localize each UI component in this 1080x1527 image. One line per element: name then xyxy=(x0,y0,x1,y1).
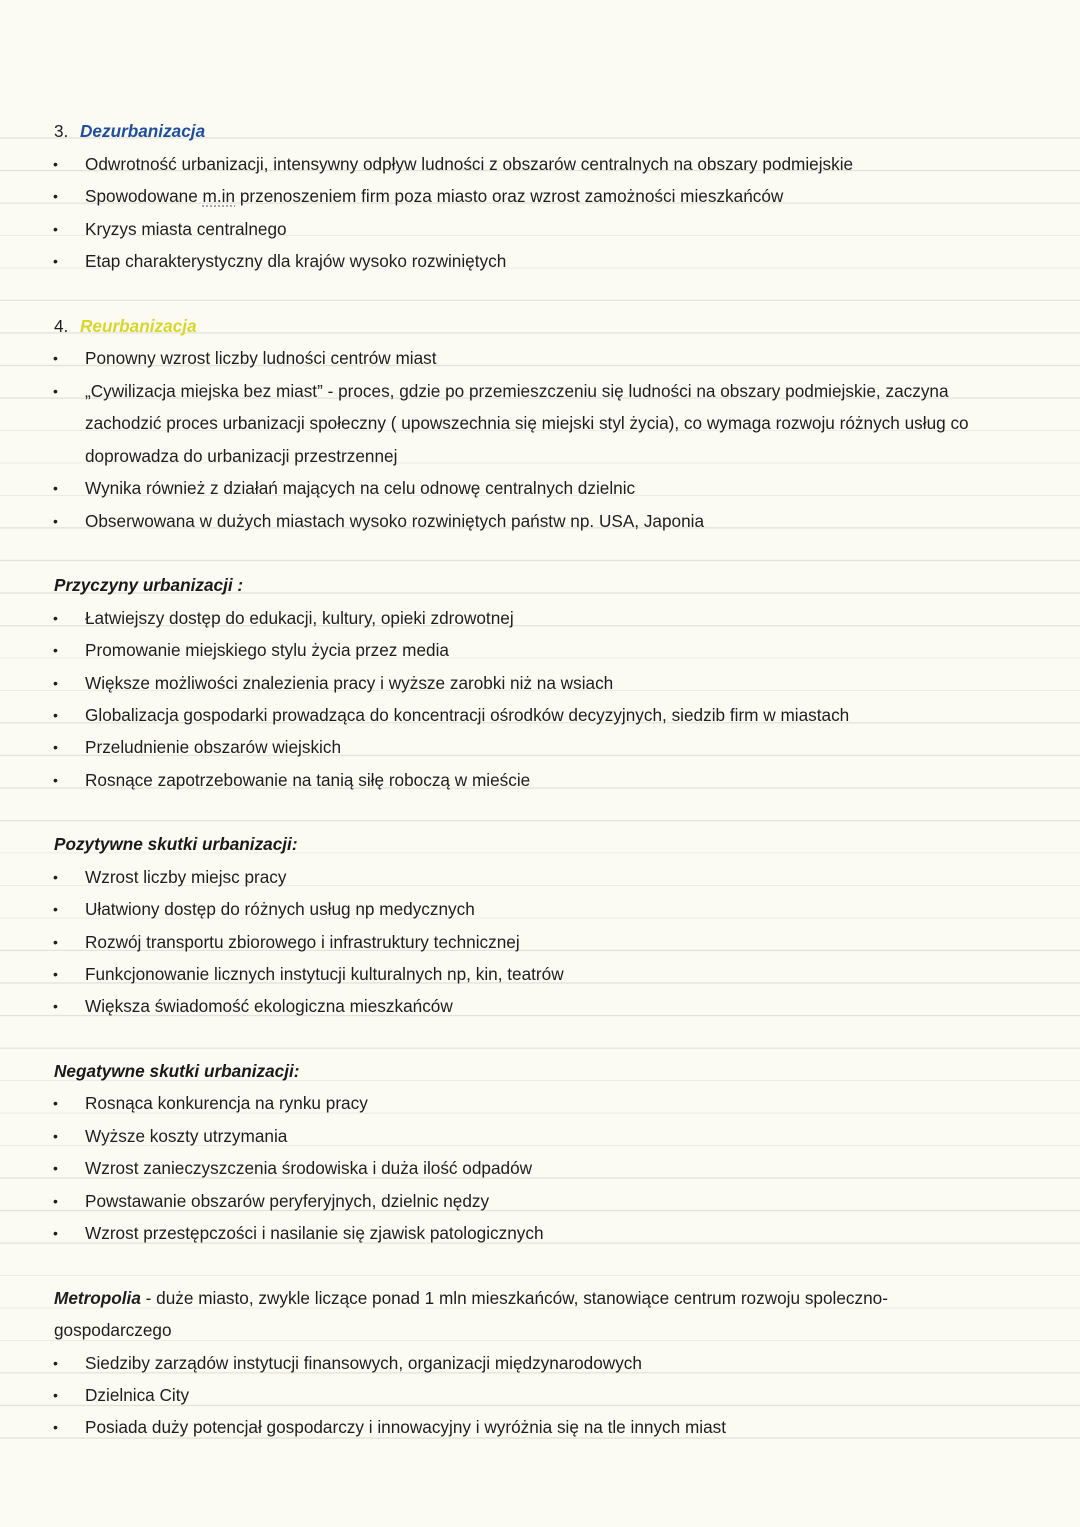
bullet: • xyxy=(53,998,58,1014)
list-item-text: Kryzys miasta centralnego xyxy=(85,219,287,239)
bullet: • xyxy=(53,1128,58,1144)
list-item-text: „Cywilizacja miejska bez miast” - proces, gdzie po przemieszczeniu się ludności na obszary podmiejskie, zaczyna xyxy=(85,381,949,401)
section-title: Przyczyny urbanizacji : xyxy=(54,575,244,595)
heading-title: Dezurbanizacja xyxy=(80,121,206,141)
bullet: • xyxy=(53,901,58,917)
bullet: • xyxy=(53,966,58,982)
bullet: • xyxy=(53,480,58,496)
bullet: • xyxy=(53,1095,58,1111)
bullet: • xyxy=(53,739,58,755)
definition-text: gospodarczego xyxy=(54,1320,172,1340)
bullet: • xyxy=(53,221,58,237)
bullet: • xyxy=(53,253,58,269)
list-item-text: Wynika również z działań mających na celu odnowę centralnych dzielnic xyxy=(85,478,636,498)
list-item-text: Ułatwiony dostęp do różnych usług np medycznych xyxy=(85,899,475,919)
section-title: Pozytywne skutki urbanizacji: xyxy=(54,834,298,854)
item-prefix: Spowodowane xyxy=(85,186,198,206)
list-item-text: Funkcjonowanie licznych instytucji kulturalnych np, kin, teatrów xyxy=(85,964,564,984)
heading-title: Reurbanizacja xyxy=(80,316,197,336)
list-item-text: Etap charakterystyczny dla krajów wysoko rozwiniętych xyxy=(85,251,507,271)
list-item-text: doprowadza do urbanizacji przestrzennej xyxy=(85,446,398,466)
heading-number: 4. xyxy=(54,316,69,336)
bullet: • xyxy=(53,1225,58,1241)
bullet: • xyxy=(53,1387,58,1403)
bullet: • xyxy=(53,188,58,204)
list-item-text: Promowanie miejskiego stylu życia przez media xyxy=(85,640,449,660)
list-item-text: Wzrost liczby miejsc pracy xyxy=(85,867,287,887)
abbreviation: m.in xyxy=(202,186,236,206)
bullet: • xyxy=(53,1419,58,1435)
list-item-text: Przeludnienie obszarów wiejskich xyxy=(85,737,342,757)
definition-term: Metropolia xyxy=(54,1288,141,1308)
list-item-text: zachodzić proces urbanizacji społeczny ( upowszechnia się miejski styl życia), co wymaga rozwoju różnych usług co xyxy=(85,413,969,433)
heading-number: 3. xyxy=(54,121,69,141)
list-item-text: Większa świadomość ekologiczna mieszkańców xyxy=(85,996,453,1016)
list-item-text: Globalizacja gospodarki prowadząca do koncentracji ośrodków decyzyjnych, siedzib firm w miastach xyxy=(85,705,850,725)
bullet: • xyxy=(53,1160,58,1176)
page-top-margin xyxy=(0,0,1080,106)
list-item-text: Odwrotność urbanizacji, intensywny odpływ ludności z obszarów centralnych na obszary podmiejskie xyxy=(85,154,854,174)
bullet: • xyxy=(53,869,58,885)
bullet: • xyxy=(53,156,58,172)
list-item-text: Dzielnica City xyxy=(85,1385,190,1405)
list-item-text: Większe możliwości znalezienia pracy i wyższe zarobki niż na wsiach xyxy=(85,673,614,693)
list-item-text: Rosnąca konkurencja na rynku pracy xyxy=(85,1093,368,1113)
section-title: Negatywne skutki urbanizacji: xyxy=(54,1061,300,1081)
bullet: • xyxy=(53,642,58,658)
list-item-text: Siedziby zarządów instytucji finansowych, organizacji międzynarodowych xyxy=(85,1353,642,1373)
bullet: • xyxy=(53,1355,58,1371)
bullet: • xyxy=(53,383,58,399)
bullet: • xyxy=(53,934,58,950)
bullet: • xyxy=(53,513,58,529)
definition-line xyxy=(54,1282,888,1314)
page-bottom-margin xyxy=(0,1460,1080,1527)
list-item-text: Powstawanie obszarów peryferyjnych, dzielnic nędzy xyxy=(85,1191,490,1211)
list-item-text: Łatwiejszy dostęp do edukacji, kultury, opieki zdrowotnej xyxy=(85,608,514,628)
list-item-text: Wzrost zanieczyszczenia środowiska i duża ilość odpadów xyxy=(85,1158,533,1178)
bullet: • xyxy=(53,772,58,788)
list-item-text: Ponowny wzrost liczby ludności centrów miast xyxy=(85,348,437,368)
bullet: • xyxy=(53,1193,58,1209)
item-rest: przenoszeniem firm poza miasto oraz wzrost zamożności mieszkańców xyxy=(239,186,784,206)
list-item-text: Posiada duży potencjał gospodarczy i innowacyjny i wyróżnia się na tle innych miast xyxy=(85,1417,727,1437)
list-item-text: Wyższe koszty utrzymania xyxy=(85,1126,288,1146)
list-item-text xyxy=(85,180,783,212)
bullet: • xyxy=(53,350,58,366)
bullet: • xyxy=(53,610,58,626)
bullet: • xyxy=(53,707,58,723)
list-item-text: Rosnące zapotrzebowanie na tanią siłę roboczą w mieście xyxy=(85,770,531,790)
list-item-text: Obserwowana w dużych miastach wysoko rozwiniętych państw np. USA, Japonia xyxy=(85,511,705,531)
list-item-text: Wzrost przestępczości i nasilanie się zjawisk patologicznych xyxy=(85,1223,544,1243)
definition-text: - duże miasto, zwykle liczące ponad 1 mln mieszkańców, stanowiące centrum rozwoju spoleczno- xyxy=(140,1288,888,1308)
bullet: • xyxy=(53,675,58,691)
list-item-text: Rozwój transportu zbiorowego i infrastruktury technicznej xyxy=(85,932,520,952)
